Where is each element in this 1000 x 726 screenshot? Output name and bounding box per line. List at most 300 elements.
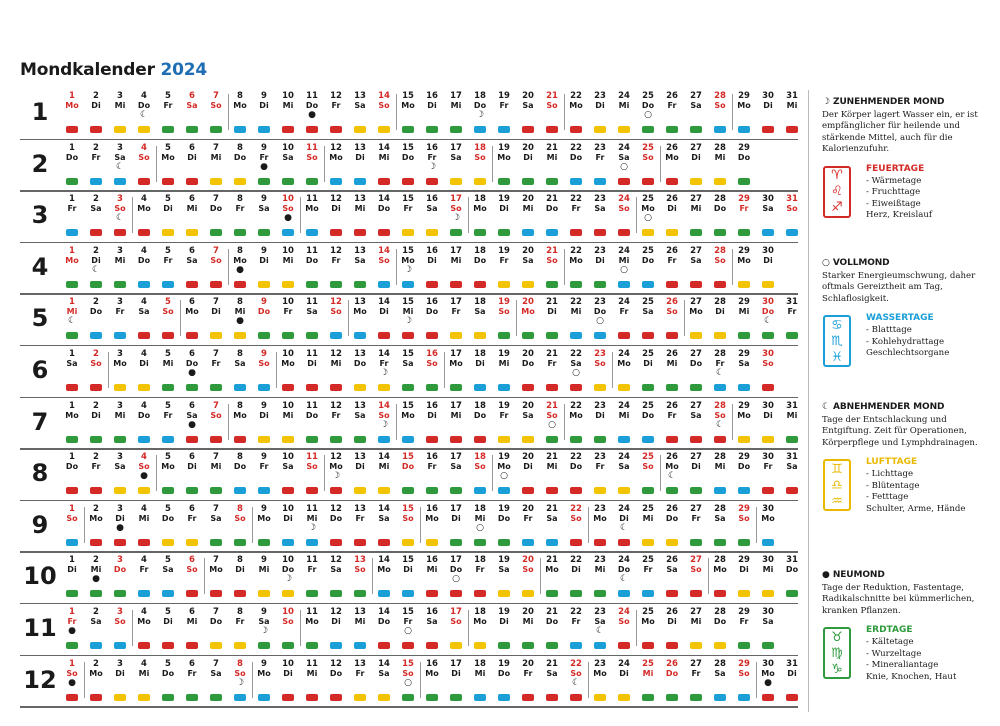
fire-signs-icon: ♈ ♌ ♐	[823, 166, 851, 218]
earth-zodiac-icon	[666, 694, 678, 701]
weekday-label: Fr	[427, 152, 437, 162]
day-cell	[708, 348, 732, 398]
earth-zodiac-icon	[66, 436, 78, 443]
weekday-label: Di	[643, 359, 653, 368]
month-row	[20, 348, 798, 398]
weekday-label: Do	[89, 307, 103, 317]
day-cell	[756, 90, 780, 140]
day-cell	[156, 348, 180, 398]
air-zodiac-icon	[162, 539, 174, 546]
day-cell	[372, 245, 396, 295]
earth-zodiac-icon	[450, 229, 462, 236]
day-number: 3	[117, 91, 123, 101]
weekday-label: Mi	[546, 152, 558, 162]
fire-zodiac-icon	[90, 126, 102, 133]
weekday-label: Mi	[474, 668, 486, 678]
weekday-label: Fr	[67, 204, 77, 214]
day-number: 17	[450, 555, 462, 566]
water-zodiac-icon	[258, 694, 270, 701]
weekday-label: Fr	[259, 462, 269, 472]
weekday-label: Mo	[401, 101, 415, 110]
weekday-label: Mi	[450, 255, 462, 265]
earth-zodiac-icon	[162, 694, 174, 701]
day-cell	[348, 142, 372, 192]
day-number: 8	[237, 503, 243, 514]
earth-zodiac-icon	[258, 539, 270, 546]
air-zodiac-icon	[618, 487, 630, 494]
day-cell	[372, 193, 396, 243]
day-number: 12	[330, 555, 342, 566]
day-number: 20	[522, 245, 534, 256]
day-cell	[588, 658, 612, 708]
day-number: 28	[714, 297, 726, 308]
day-number: 5	[165, 142, 171, 153]
earth-zodiac-icon	[114, 590, 126, 597]
day-number: 12	[330, 503, 342, 514]
water-zodiac-icon	[474, 384, 486, 391]
fire-zodiac-icon	[618, 539, 630, 546]
day-cell	[636, 90, 660, 140]
day-cell	[732, 554, 756, 604]
month-row	[20, 451, 798, 501]
weekday-label: Mi	[282, 410, 294, 420]
week-separator	[396, 249, 397, 285]
weekday-label: Mo	[617, 359, 631, 368]
earth-zodiac-icon	[498, 539, 510, 546]
day-number: 24	[618, 658, 630, 669]
day-cell	[780, 658, 804, 708]
weekday-label: So	[306, 152, 318, 162]
weekday-label: Mi	[618, 255, 630, 265]
day-number: 25	[642, 142, 654, 153]
weekday-label: Sa	[426, 204, 438, 214]
day-number: 18	[474, 91, 486, 101]
day-number: 13	[354, 245, 366, 256]
weekday-label: Do	[161, 668, 175, 678]
weekday-label: Mi	[114, 410, 126, 420]
month-row	[20, 554, 798, 604]
legend-new	[822, 570, 994, 683]
water-zodiac-icon	[642, 590, 654, 597]
day-cell	[60, 90, 84, 140]
day-number: 17	[450, 607, 462, 617]
day-cell	[516, 400, 540, 450]
day-number: 5	[165, 452, 171, 463]
weekday-label: Mo	[233, 410, 247, 420]
day-cell	[300, 90, 324, 140]
day-number: 23	[594, 297, 606, 308]
weekday-label: So	[426, 359, 438, 368]
weekday-label: Fr	[187, 513, 197, 523]
weekday-label: Fr	[427, 462, 437, 472]
fire-zodiac-icon	[618, 178, 630, 185]
day-number: 1	[69, 503, 75, 514]
day-cell	[228, 400, 252, 450]
earth-zodiac-icon	[786, 436, 798, 443]
weekday-label: So	[594, 359, 606, 368]
day-cell	[684, 296, 708, 346]
day-number: 31	[786, 297, 798, 308]
day-number: 15	[402, 91, 414, 101]
day-number: 10	[282, 91, 294, 101]
day-cell	[348, 554, 372, 604]
weekday-label: Di	[211, 307, 221, 317]
day-cell	[588, 503, 612, 553]
weekday-label: So	[210, 410, 222, 420]
earth-zodiac-icon	[66, 642, 78, 649]
day-cell	[84, 400, 108, 450]
day-number: 1	[69, 400, 75, 411]
day-number: 4	[141, 91, 147, 101]
weekday-label: Di	[787, 668, 797, 678]
weekday-label: Mi	[138, 513, 150, 523]
weekday-label: Mi	[786, 410, 798, 420]
air-zodiac-icon	[594, 384, 606, 391]
day-number: 21	[546, 555, 558, 566]
moon-phase-icon: ☾	[667, 471, 677, 482]
day-cell	[180, 296, 204, 346]
fire-zodiac-icon	[426, 178, 438, 185]
water-zodiac-icon	[378, 281, 390, 288]
fire-zodiac-icon	[786, 694, 798, 701]
fire-zodiac-icon	[666, 436, 678, 443]
earth-zodiac-icon	[330, 436, 342, 443]
weekday-label: Do	[665, 513, 679, 523]
day-number: 16	[426, 400, 438, 411]
day-cell	[372, 451, 396, 501]
week-separator	[132, 197, 133, 233]
day-cell	[708, 451, 732, 501]
day-number: 10	[282, 297, 294, 308]
day-cell	[756, 348, 780, 398]
day-number: 23	[594, 91, 606, 101]
weekday-label: Di	[283, 668, 293, 678]
weekday-label: Mi	[450, 410, 462, 420]
weekday-label: Mi	[330, 359, 342, 368]
weekday-label: Do	[473, 410, 487, 420]
water-zodiac-icon	[138, 436, 150, 443]
weekday-label: So	[378, 101, 390, 110]
weekday-label: Sa	[546, 668, 558, 678]
fire-zodiac-icon	[690, 590, 702, 597]
day-number: 6	[189, 91, 195, 101]
month-row	[20, 400, 798, 450]
day-cell	[228, 503, 252, 553]
earth-zodiac-icon	[498, 332, 510, 339]
day-cell	[492, 606, 516, 656]
week-separator	[228, 404, 229, 440]
day-number: 6	[189, 658, 195, 669]
day-number: 14	[378, 607, 390, 617]
weekday-label: So	[738, 513, 750, 523]
day-cell	[420, 400, 444, 450]
day-number: 19	[498, 607, 510, 617]
weekday-label: Do	[305, 101, 319, 110]
weekday-label: Do	[665, 668, 679, 678]
day-cell	[84, 658, 108, 708]
day-number: 8	[237, 194, 243, 205]
day-number: 20	[522, 555, 534, 566]
weekday-label: So	[378, 255, 390, 265]
week-separator	[756, 507, 757, 543]
weekday-label: Mi	[738, 307, 750, 317]
day-number: 2	[93, 452, 99, 463]
day-number: 21	[546, 297, 558, 308]
air-zodiac-icon	[378, 487, 390, 494]
day-number: 17	[450, 658, 462, 669]
water-zodiac-icon	[138, 281, 150, 288]
air-zodiac-icon	[498, 436, 510, 443]
week-separator	[420, 662, 421, 698]
day-number: 5	[165, 245, 171, 256]
day-cell	[204, 90, 228, 140]
weekday-label: So	[66, 513, 78, 523]
fire-zodiac-icon	[522, 694, 534, 701]
day-cell	[516, 245, 540, 295]
day-cell	[156, 554, 180, 604]
day-cell	[324, 606, 348, 656]
day-number: 29	[738, 349, 750, 359]
weekday-label: Di	[475, 359, 485, 368]
weekday-label: Do	[497, 668, 511, 678]
weekday-label: Di	[307, 359, 317, 368]
fire-zodiac-icon	[378, 539, 390, 546]
day-cell	[156, 193, 180, 243]
earth-zodiac-icon	[450, 487, 462, 494]
day-cell	[732, 503, 756, 553]
day-cell	[708, 193, 732, 243]
week-separator	[180, 300, 181, 336]
weekday-label: Mi	[498, 359, 510, 368]
weekday-label: So	[690, 565, 702, 575]
day-cell	[60, 296, 84, 346]
week-separator	[204, 558, 205, 594]
day-number: 8	[237, 658, 243, 669]
weekday-label: Mi	[714, 462, 726, 472]
day-cell	[180, 606, 204, 656]
day-number: 25	[642, 503, 654, 514]
fire-zodiac-icon	[330, 126, 342, 133]
weekday-label: Mo	[281, 359, 295, 368]
day-number: 30	[762, 555, 774, 566]
week-separator	[516, 300, 517, 336]
day-cell	[588, 142, 612, 192]
day-cell	[468, 296, 492, 346]
day-number: 2	[93, 400, 99, 411]
day-number: 14	[378, 349, 390, 359]
earth-zodiac-icon	[186, 694, 198, 701]
day-cell	[348, 348, 372, 398]
month-row	[20, 658, 798, 708]
weekday-label: Do	[305, 410, 319, 420]
day-cell	[420, 348, 444, 398]
moon-phase-icon: ○	[620, 264, 628, 275]
weekday-label: So	[354, 565, 366, 575]
week-separator	[588, 662, 589, 698]
day-cell	[204, 554, 228, 604]
day-number: 22	[570, 91, 582, 101]
water-zodiac-icon	[522, 229, 534, 236]
day-cell	[180, 90, 204, 140]
fire-zodiac-icon	[546, 694, 558, 701]
weekday-label: Mi	[354, 617, 366, 626]
weekday-label: So	[450, 204, 462, 214]
day-number: 13	[354, 503, 366, 514]
fire-zodiac-icon	[330, 694, 342, 701]
weekday-label: So	[642, 462, 654, 472]
day-number: 27	[690, 142, 702, 153]
day-cell	[540, 193, 564, 243]
day-number: 10	[282, 658, 294, 669]
weekday-label: Mi	[114, 101, 126, 110]
air-zodiac-icon	[618, 384, 630, 391]
weekday-label: So	[378, 410, 390, 420]
day-cell	[492, 658, 516, 708]
day-number: 15	[402, 245, 414, 256]
fire-zodiac-icon	[282, 487, 294, 494]
day-cell	[300, 348, 324, 398]
weekday-label: Fr	[595, 152, 605, 162]
weekday-label: Fr	[667, 410, 677, 420]
fire-zodiac-icon	[786, 487, 798, 494]
weekday-label: Mi	[618, 101, 630, 110]
day-cell	[708, 658, 732, 708]
month-row	[20, 296, 798, 346]
moon-phase-icon: ☾	[595, 626, 605, 636]
week-separator	[420, 507, 421, 543]
week-separator	[468, 610, 469, 646]
day-number: 24	[618, 607, 630, 617]
weekday-label: Mo	[305, 617, 319, 626]
air-zodiac-icon	[354, 487, 366, 494]
fire-zodiac-icon	[306, 384, 318, 391]
day-cell	[132, 142, 156, 192]
weekday-label: So	[330, 307, 342, 317]
moon-phase-icon: ☾	[139, 110, 149, 120]
day-number: 28	[714, 349, 726, 359]
fire-zodiac-icon	[474, 590, 486, 597]
weekday-label: Sa	[666, 565, 678, 575]
legend-full-heading: ○ VOLLMOND	[822, 258, 890, 268]
day-number: 17	[450, 400, 462, 411]
day-number: 11	[306, 452, 318, 463]
weekday-label: Do	[377, 617, 391, 626]
fire-zodiac-icon	[426, 332, 438, 339]
water-zodiac-icon	[402, 436, 414, 443]
air-zodiac-icon	[690, 178, 702, 185]
day-number: 12	[330, 91, 342, 101]
moon-phase-icon: ○	[620, 161, 628, 172]
weekday-label: Fr	[235, 204, 245, 214]
day-number: 29	[738, 555, 750, 566]
weekday-label: Mi	[474, 513, 486, 523]
day-cell	[684, 658, 708, 708]
day-cell	[204, 451, 228, 501]
weekday-label: Fr	[187, 668, 197, 678]
day-number: 25	[642, 607, 654, 617]
water-zodiac-icon	[354, 642, 366, 649]
earth-zodiac-icon	[306, 281, 318, 288]
water-zodiac-icon	[618, 436, 630, 443]
earth-zodiac-icon	[666, 126, 678, 133]
day-cell	[132, 193, 156, 243]
day-cell	[324, 400, 348, 450]
day-number: 6	[189, 607, 195, 617]
weekday-label: Sa	[690, 101, 702, 110]
day-cell	[84, 90, 108, 140]
moon-phase-icon: ☾	[619, 574, 629, 585]
day-cell	[252, 554, 276, 604]
month-number: 10	[23, 562, 57, 591]
day-cell	[516, 606, 540, 656]
day-cell	[780, 451, 804, 501]
weekday-label: Di	[427, 410, 437, 420]
week-separator	[156, 146, 157, 182]
day-cell	[84, 451, 108, 501]
fire-zodiac-icon	[282, 384, 294, 391]
weekday-label: So	[546, 410, 558, 420]
weekday-label: Fr	[739, 617, 749, 626]
day-number: 23	[594, 349, 606, 359]
weekday-label: Sa	[474, 307, 486, 317]
day-cell	[324, 90, 348, 140]
weekday-label: Fr	[739, 204, 749, 214]
day-cell	[684, 606, 708, 656]
day-number: 2	[93, 607, 99, 617]
day-cell	[252, 658, 276, 708]
fire-zodiac-icon	[186, 590, 198, 597]
day-number: 12	[330, 245, 342, 256]
day-number: 17	[450, 503, 462, 514]
weekday-label: So	[714, 101, 726, 110]
earth-zodiac-icon	[450, 694, 462, 701]
weekday-label: Di	[283, 513, 293, 523]
day-number: 26	[666, 555, 678, 566]
fire-zodiac-icon	[378, 642, 390, 649]
air-zodiac-icon	[738, 590, 750, 597]
day-cell	[372, 400, 396, 450]
earth-zodiac-icon	[258, 178, 270, 185]
day-cell	[516, 193, 540, 243]
day-number: 18	[474, 503, 486, 514]
day-number: 24	[618, 297, 630, 308]
fire-zodiac-icon	[138, 332, 150, 339]
day-cell	[396, 451, 420, 501]
moon-phase-icon: ○	[500, 471, 508, 482]
earth-zodiac-icon	[642, 487, 654, 494]
earth-zodiac-icon	[474, 539, 486, 546]
earth-zodiac-icon	[330, 590, 342, 597]
weekday-label: Sa	[522, 101, 534, 110]
weekday-label: So	[90, 359, 102, 368]
weekday-label: Mo	[593, 513, 607, 523]
fire-zodiac-icon	[546, 384, 558, 391]
earth-zodiac-icon	[546, 436, 558, 443]
weekday-label: Mi	[690, 204, 702, 214]
weekday-label: Do	[137, 255, 151, 265]
day-number: 21	[546, 658, 558, 669]
day-number: 4	[141, 400, 147, 411]
day-number: 4	[141, 142, 147, 153]
week-separator	[756, 662, 757, 698]
earth-zodiac-icon	[114, 436, 126, 443]
day-cell	[732, 193, 756, 243]
month-number: 11	[23, 614, 57, 642]
weekday-label: Mo	[161, 152, 175, 162]
day-cell	[324, 142, 348, 192]
day-number: 21	[546, 400, 558, 411]
month-number: 6	[31, 356, 49, 384]
